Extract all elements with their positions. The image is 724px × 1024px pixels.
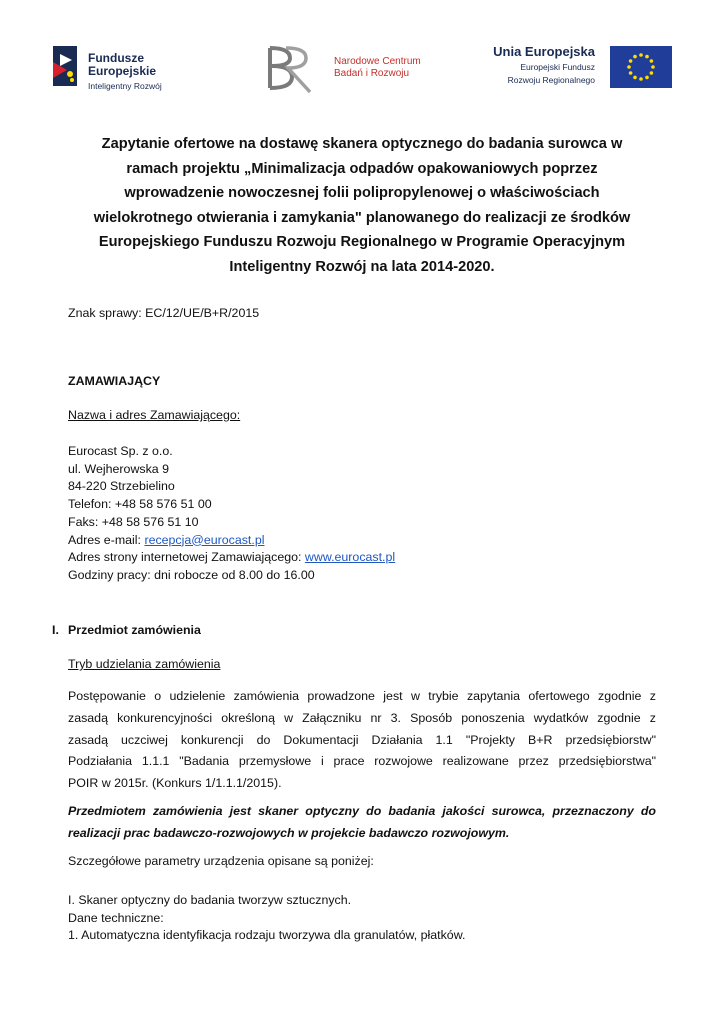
title-line: wielokrotnego otwierania i zamykania" planowanego do realizacji ze środków [93,209,631,226]
ncbr-logo-line1: Narodowe Centrum [334,56,421,67]
fundusze-europejskie-logo [50,42,190,94]
paragraph-line: Podziałania 1.1.1 "Badania przemysłowe i prace rozwojowe realizowane przez przedsiębiorstwa" [68,754,656,769]
email-label: Adres e-mail: [68,532,145,547]
paragraph-line: Postępowanie o udzielenie zamówienia prowadzone jest w trybie zapytania ofertowego zgodnie z [68,689,656,703]
orderer-subheading: Nazwa i adres Zamawiającego: [68,408,241,422]
document-title [70,132,654,279]
orderer-address-block [68,443,395,585]
fe-logo-line1: Fundusze [88,51,144,65]
section-number: I. [52,623,59,637]
br-monogram-icon [262,42,320,96]
orderer-heading: ZAMAWIAJĄCY [68,374,161,388]
fe-emblem-icon [50,44,80,88]
www-label: Adres strony internetowej Zamawiającego: [68,550,305,565]
logo-header [0,0,724,110]
email-link[interactable]: recepcja@eurocast.pl [144,532,265,547]
orderer-street: ul. Wejherowska 9 [68,461,170,476]
orderer-hours: Godziny pracy: dni robocze od 8.00 do 16.00 [68,567,315,582]
ue-logo-title: Unia Europejska [493,44,595,59]
subject-paragraph [68,801,656,845]
orderer-name: Eurocast Sp. z o.o. [68,444,173,458]
paragraph-line: zasadą uczciwej konkurencji do Dokumentacji Działania 1.1 "Projekty B+R przedsiębiorstw" [68,732,656,747]
section-heading: Przedmiot zamówienia [68,623,201,637]
section-subheading: Tryb udzielania zamówienia [68,657,221,671]
orderer-phone: Telefon: +48 58 576 51 00 [68,497,212,512]
paragraph-line: POIR w 2015r. (Konkurs 1/1.1.1/2015). [68,776,282,791]
ue-logo-line2: Rozwoju Regionalnego [507,75,595,85]
details-intro: Szczegółowe parametry urządzenia opisane są poniżej: [68,854,374,868]
title-line: Inteligentny Rozwój na lata 2014-2020. [229,258,495,275]
fe-logo-line3: Inteligentny Rozwój [88,81,162,91]
tech-label: Dane techniczne: [68,910,164,925]
paragraph-line: Przedmiotem zamówienia jest skaner optyczny do badania jakości surowca, przeznaczony do [68,804,656,818]
ncbr-logo-line2: Badań i Rozwoju [334,68,410,79]
item-title: I. Skaner optyczny do badania tworzyw sztucznych. [68,893,352,907]
procedure-paragraph [68,686,656,795]
ue-logo-line1: Europejski Fundusz [520,62,595,72]
title-line: Zapytanie ofertowe na dostawę skanera optycznego do badania surowca w [101,136,623,152]
case-number: Znak sprawy: EC/12/UE/B+R/2015 [68,306,260,320]
item-block [68,892,465,945]
eu-flag-icon [610,46,672,88]
tech-item: 1. Automatyczna identyfikacja rodzaju tworzywa dla granulatów, płatków. [68,928,466,943]
title-line: Europejskiego Funduszu Rozwoju Regionalnego w Programie Operacyjnym [98,234,626,250]
website-link[interactable]: www.eurocast.pl [304,550,396,565]
unia-europejska-logo [490,44,675,94]
orderer-www-row [68,549,395,567]
fe-logo-line2: Europejskie [88,64,157,78]
title-line: wprowadzenie nowoczesnej folii polipropylenowej o właściwościach [124,185,600,201]
ncbr-logo [262,42,432,96]
orderer-email-row [68,532,395,550]
orderer-fax: Faks: +48 58 576 51 10 [68,514,199,529]
orderer-city: 84-220 Strzebielino [68,479,175,494]
paragraph-line: zasadą konkurencyjności określoną w Załączniku nr 3. Sposób ponoszenia wydatków zgodnie z [68,710,656,725]
title-line: ramach projektu „Minimalizacja odpadów opakowaniowych poprzez [126,160,598,177]
paragraph-line: realizacji prac badawczo-rozwojowych w projekcie badawczo rozwojowym. [68,825,510,840]
